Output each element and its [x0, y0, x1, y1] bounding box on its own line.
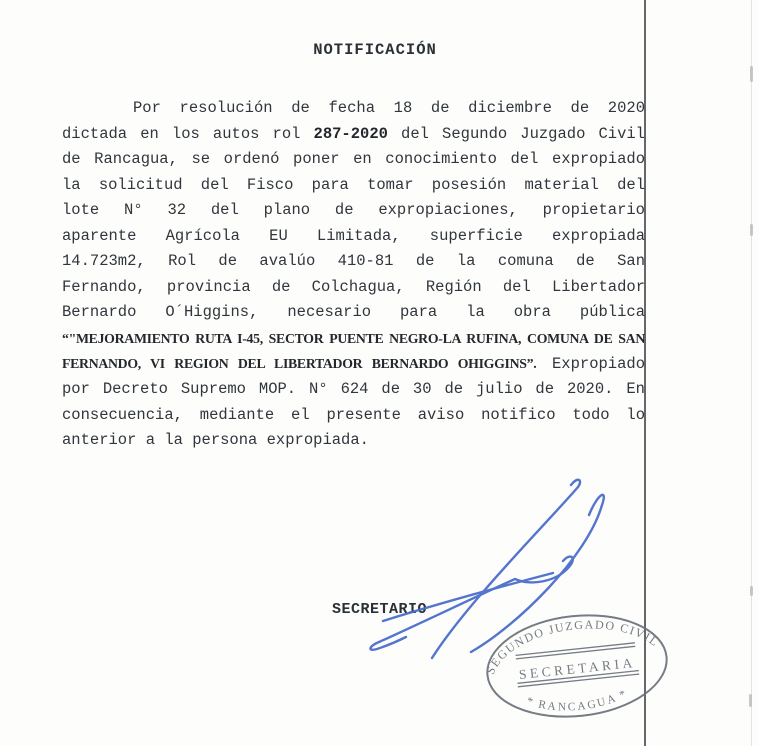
scan-smudge	[750, 224, 753, 236]
document-line	[62, 275, 645, 301]
document-text-segment: 287-2020	[313, 124, 388, 143]
document-text-segment: por Decreto Supremo MOP. N° 624 de 30 de julio de 2020. En	[62, 380, 645, 399]
document-text-segment: consecuencia, mediante el presente aviso notifico todo lo	[62, 405, 645, 424]
document-line	[62, 198, 645, 224]
document-text-segment: dictada en los autos rol	[62, 124, 314, 143]
document-line	[62, 326, 645, 352]
secretary-label: SECRETARIO	[332, 601, 428, 618]
document-text-segment: del Segundo Juzgado Civil	[387, 124, 645, 143]
scan-artifact-line	[751, 0, 752, 746]
document-text-segment: lote N° 32 del plano de expropiaciones, propietario	[62, 201, 645, 220]
stamp-rule	[516, 643, 635, 656]
document-text-segment: aparente Agrícola EU Limitada, superficie expropiada	[62, 226, 645, 245]
stamp-center-text: SECRETARIA	[518, 654, 637, 683]
document-line	[62, 403, 645, 429]
scan-smudge	[750, 586, 753, 596]
document-line	[62, 428, 645, 454]
document-line	[62, 249, 645, 275]
court-stamp	[477, 604, 682, 729]
document-line	[62, 377, 645, 403]
document-text-segment: Expropiado	[536, 355, 645, 374]
document-text-segment: de Rancagua, se ordenó poner en conocimiento del expropiado	[62, 150, 645, 169]
document-text-segment: “"MEJORAMIENTO RUTA I-45, SECTOR PUENTE NEGRO-LA RUFINA, COMUNA DE SAN	[62, 330, 645, 346]
document-text-segment: la solicitud del Fisco para tomar posesión material del	[62, 175, 645, 194]
document-text-segment: FERNANDO, VI REGION DEL LIBERTADOR BERNARDO OHIGGINS”.	[62, 356, 537, 372]
document-line	[62, 173, 645, 199]
document-line	[62, 122, 645, 148]
stamp-bottom-text: * RANCAGUA *	[524, 687, 630, 714]
document-text-segment: anterior a la persona expropiada.	[62, 431, 369, 450]
document-line	[62, 147, 645, 173]
document-line	[62, 96, 645, 122]
document-line	[62, 300, 645, 326]
scan-smudge	[750, 66, 753, 82]
document-body	[62, 96, 645, 454]
document-text-segment: Por resolución de fecha 18 de diciembre de 2020	[133, 99, 645, 117]
document-title: NOTIFICACIÓN	[313, 41, 437, 59]
document-text-segment: Fernando, provincia de Colchagua, Región del Libertador	[62, 277, 645, 296]
scan-smudge	[749, 694, 752, 707]
document-text-segment: 14.723m2, Rol de avalúo 410-81 de la comuna de San	[62, 252, 645, 271]
document-line	[62, 224, 645, 250]
document-text-segment: Bernardo O´Higgins, necesario para la obra pública	[62, 303, 645, 322]
stamp-top-text: SEGUNDO JUZGADO CIVIL	[483, 617, 662, 677]
document-line	[62, 351, 645, 377]
